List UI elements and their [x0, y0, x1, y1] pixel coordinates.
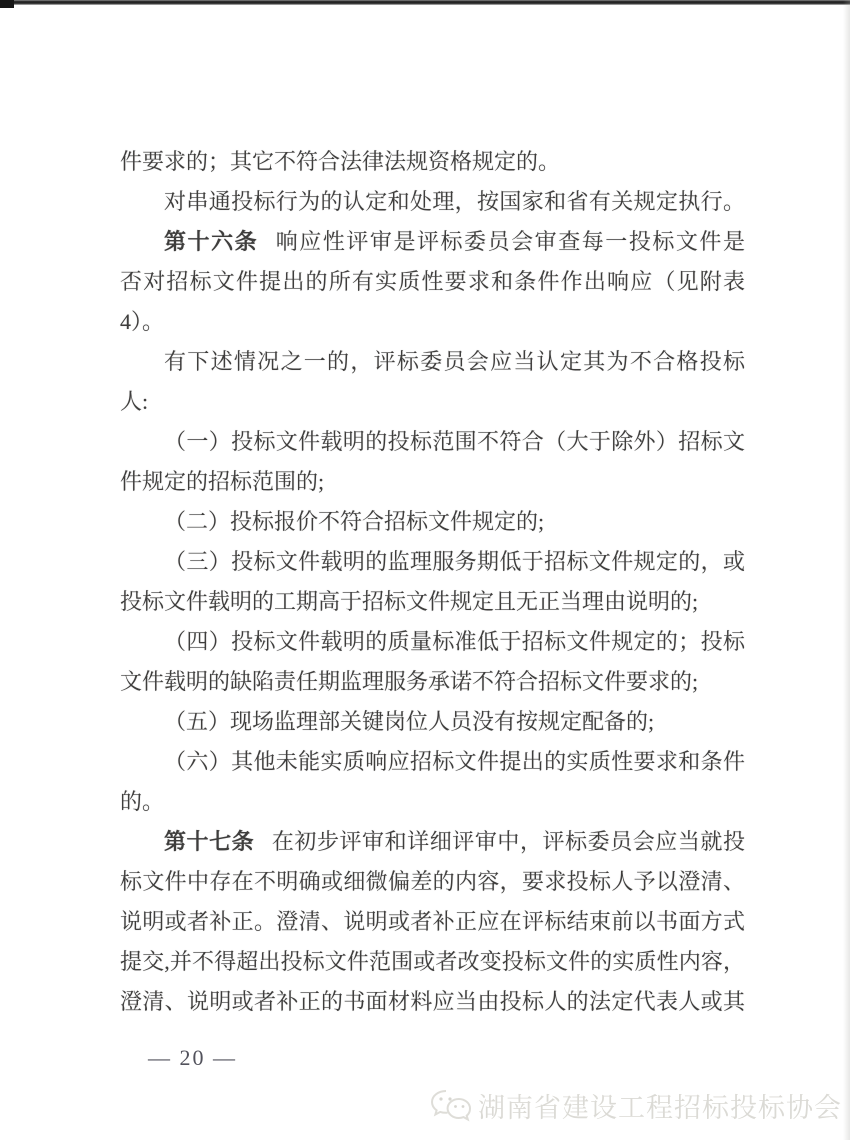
page-number: — 20 — — [148, 1045, 237, 1070]
doc-line: （五）现场监理部关键岗位人员没有按规定配备的; — [164, 709, 655, 734]
doc-line: 标文件中存在不明确或细微偏差的内容，要求投标人予以澄清、 — [120, 869, 745, 894]
doc-line: 对串通投标行为的认定和处理，按国家和省有关规定执行。 — [164, 189, 745, 214]
watermark-text: 湖南省建设工程招标投标协会 — [478, 1093, 842, 1123]
watermark — [429, 1086, 842, 1125]
doc-line: 否对招标文件提出的所有实质性要求和条件作出响应（见附表 — [120, 269, 745, 294]
scan-top-edge — [0, 0, 850, 5]
article-number: 第十六条 — [164, 229, 259, 254]
document-body — [120, 142, 745, 1078]
doc-line: 提交,并不得超出投标文件范围或者改变投标文件的实质性内容， — [120, 949, 745, 974]
doc-line-text: 在初步评审和详细评审中，评标委员会应当就投 — [271, 829, 745, 854]
doc-line-text: 响应性评审是评标委员会审查每一投标文件是 — [275, 229, 745, 254]
doc-line: （六）其他未能实质响应招标文件提出的实质性要求和条件 — [164, 749, 745, 774]
doc-line: 人: — [120, 389, 149, 414]
doc-line: 的。 — [120, 789, 165, 814]
doc-line: （二）投标报价不符合招标文件规定的; — [164, 509, 545, 534]
scan-corner-mark — [0, 0, 14, 8]
doc-line: （四）投标文件载明的质量标准低于招标文件规定的；投标 — [164, 629, 745, 654]
doc-line: 件规定的招标范围的; — [120, 469, 325, 494]
doc-line: （一）投标文件载明的投标范围不符合（大于除外）招标文 — [164, 429, 745, 454]
doc-line: 4）。 — [120, 309, 165, 334]
doc-line — [120, 222, 745, 262]
doc-line: （三）投标文件载明的监理服务期低于招标文件规定的，或 — [164, 549, 745, 574]
doc-line — [120, 822, 745, 862]
wechat-logo-icon — [429, 1087, 473, 1125]
doc-line: 投标文件载明的工期高于招标文件规定且无正当理由说明的; — [120, 589, 699, 614]
article-number: 第十七条 — [164, 829, 255, 854]
doc-line: 说明或者补正。澄清、说明或者补正应在评标结束前以书面方式 — [120, 909, 745, 934]
doc-line: 澄清、说明或者补正的书面材料应当由投标人的法定代表人或其 — [120, 989, 745, 1014]
doc-line: 有下述情况之一的，评标委员会应当认定其为不合格投标 — [164, 349, 745, 374]
doc-line: 文件载明的缺陷责任期监理服务承诺不符合招标文件要求的; — [120, 669, 699, 694]
doc-line: 件要求的；其它不符合法律法规资格规定的。 — [120, 149, 561, 174]
